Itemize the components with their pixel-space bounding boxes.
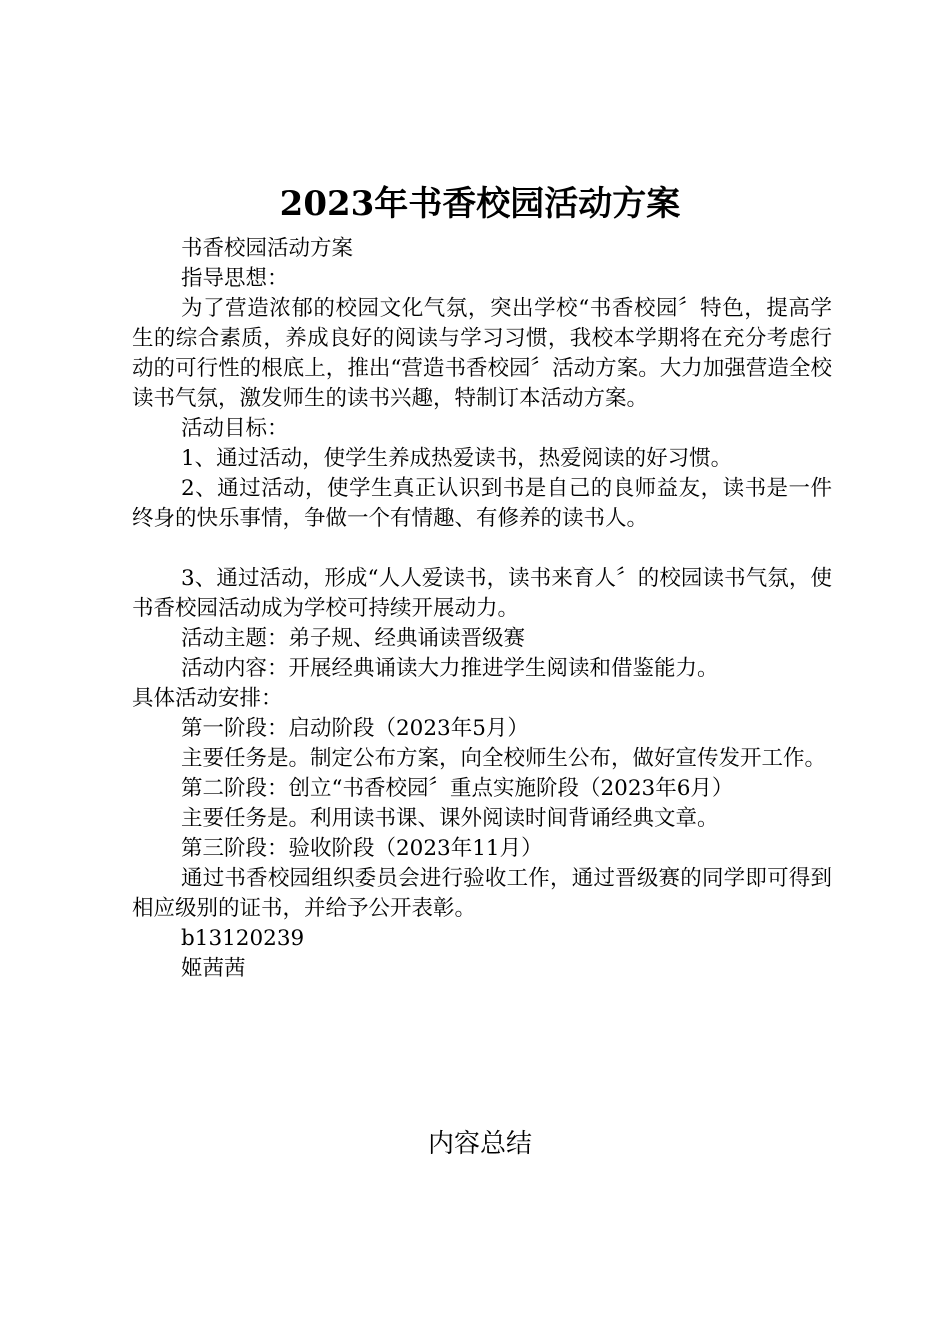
paragraph-goal-2: 2、通过活动，使学生真正认识到书是自己的良师益友，读书是一件终身的快乐事情，争做一个有情趣、有修养的读书人。 [132,476,832,531]
paragraph-goals-heading: 活动目标： [181,416,289,441]
paragraph-code: b13120239 [181,926,305,951]
document-title: 2023年书香校园活动方案 [279,184,681,224]
paragraph-stage-2-task: 主要任务是。利用读书课、课外阅读时间背诵经典文章。 [181,806,719,831]
paragraph-stage-2: 第二阶段：创立“书香校园〞重点实施阶段（2023年6月） [181,776,734,801]
paragraph-guiding-heading: 指导思想： [181,266,289,291]
paragraph-content: 活动内容：开展经典诵读大力推进学生阅读和借鉴能力。 [181,656,719,681]
blank-line [132,534,832,564]
paragraph-goal-1: 1、通过活动，使学生养成热爱读书，热爱阅读的好习惯。 [181,446,733,471]
paragraph-theme: 活动主题：弟子规、经典诵读晋级赛 [181,626,526,651]
paragraph-subtitle: 书香校园活动方案 [181,236,354,261]
paragraph-stage-1: 第一阶段：启动阶段（2023年5月） [181,716,529,741]
document-body [132,234,832,984]
paragraph-author: 姬茜茜 [181,956,246,981]
paragraph-goal-3: 3、通过活动，形成“人人爱读书，读书来育人〞的校园读书气氛，使书香校园活动成为学校可持续开展动力。 [132,566,832,621]
paragraph-schedule-heading: 具体活动安排： [132,686,283,711]
paragraph-guiding-text: 为了营造浓郁的校园文化气氛，突出学校“书香校园〞特色，提高学生的综合素质，养成良好的阅读与学习习惯，我校本学期将在充分考虑行动的可行性的根底上，推出“营造书香校园〞活动方案。大力加强营造全校读书气氛，激发师生的读书兴趣，特制订本活动方案。 [132,296,832,411]
summary-heading: 内容总结 [427,1129,532,1159]
paragraph-stage-1-task: 主要任务是。制定公布方案，向全校师生公布，做好宣传发开工作。 [181,746,827,771]
paragraph-stage-3: 第三阶段：验收阶段（2023年11月） [181,836,543,861]
paragraph-stage-3-task: 通过书香校园组织委员会进行验收工作，通过晋级赛的同学即可得到相应级别的证书，并给予公开表彰。 [132,866,832,921]
